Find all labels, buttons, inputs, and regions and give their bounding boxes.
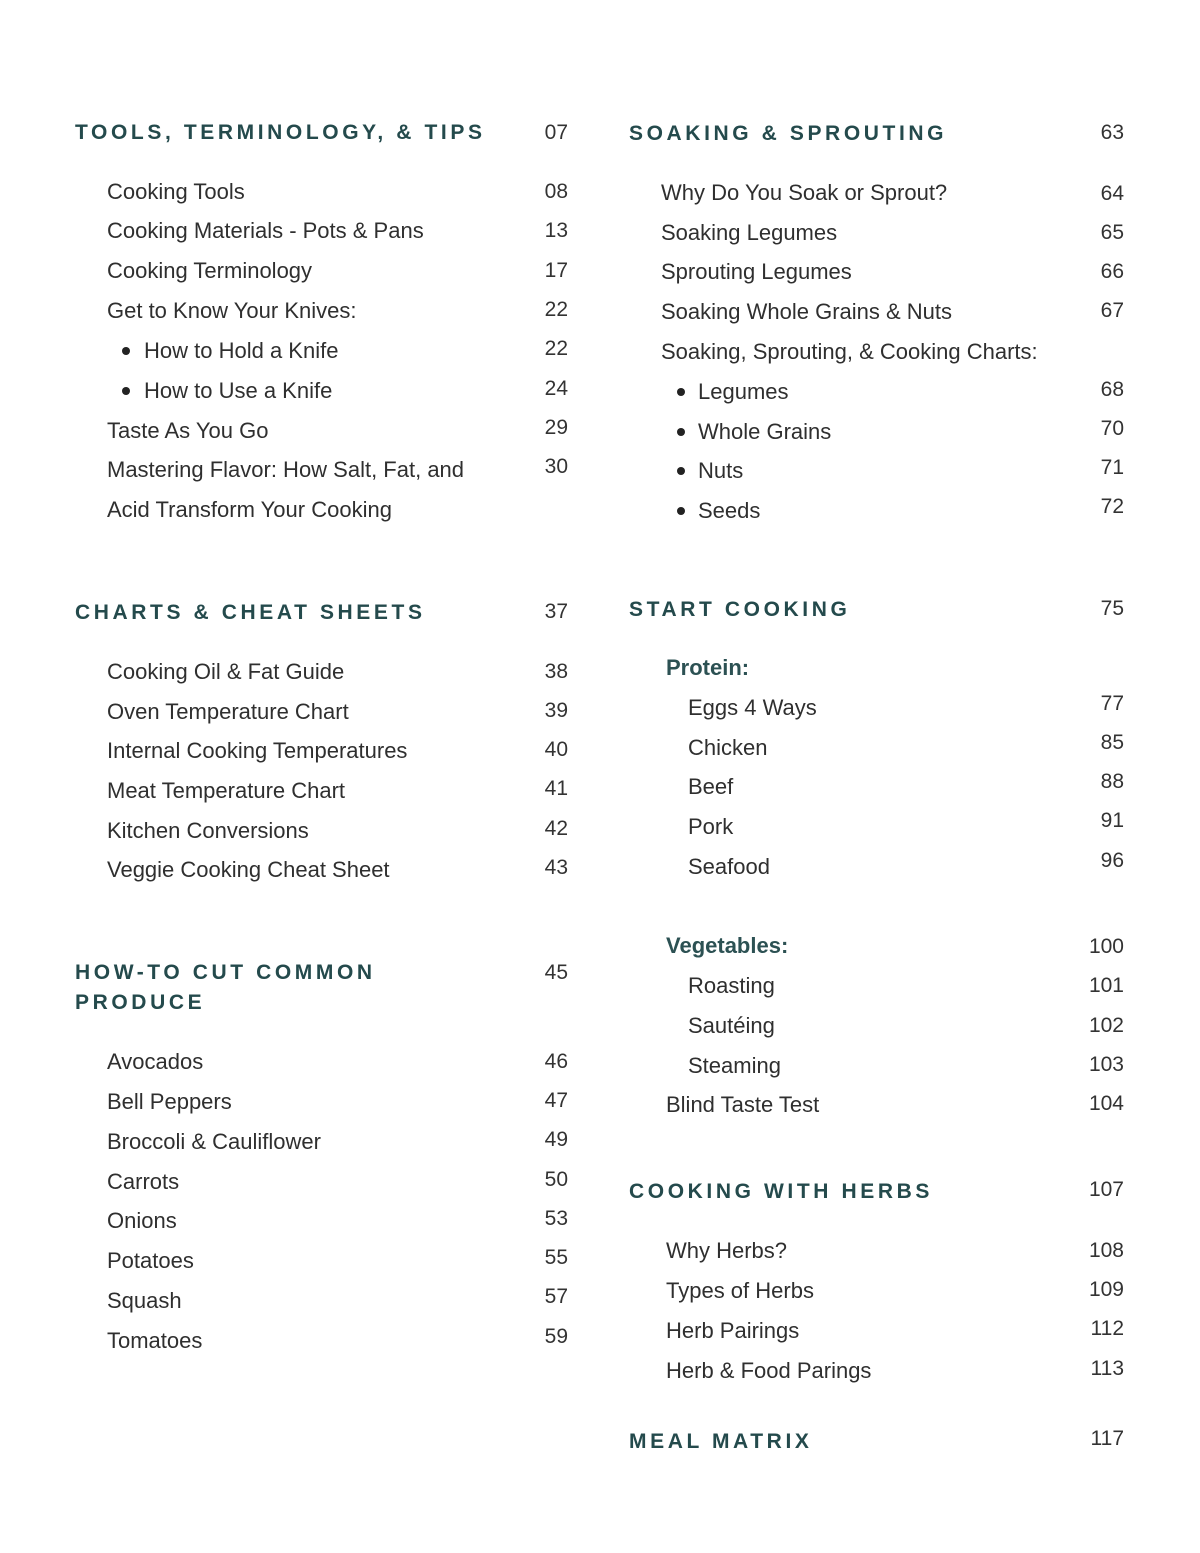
toc-page: 102	[1088, 1014, 1124, 1037]
toc-entry[interactable]: Cooking Materials - Pots & Pans	[107, 218, 424, 243]
toc-page: 113	[1090, 1357, 1124, 1380]
toc-page: 22	[544, 298, 568, 321]
toc-page: 103	[1088, 1053, 1124, 1076]
section-heading-tools[interactable]: TOOLS, TERMINOLOGY, & TIPS	[75, 121, 486, 144]
toc-entry[interactable]: Squash	[107, 1288, 182, 1313]
toc-entry[interactable]: Soaking Whole Grains & Nuts	[661, 299, 953, 324]
bullet-icon	[122, 387, 130, 395]
toc-entry[interactable]: Eggs 4 Ways	[688, 695, 817, 720]
toc-entry[interactable]: Steaming	[688, 1053, 781, 1078]
toc-entry[interactable]: Seeds	[698, 498, 761, 523]
toc-page: 66	[1100, 260, 1124, 283]
toc-page: 13	[544, 219, 568, 242]
bullet-icon	[677, 467, 685, 475]
toc-page: 112	[1090, 1317, 1124, 1340]
toc-entry[interactable]: Carrots	[107, 1169, 180, 1194]
toc-entry[interactable]: Sautéing	[688, 1013, 775, 1038]
bullet-icon	[677, 388, 685, 396]
toc-page: 40	[544, 738, 568, 761]
toc-page: 109	[1088, 1278, 1124, 1301]
section-heading-soaking[interactable]: SOAKING & SPROUTING	[629, 122, 948, 145]
toc-entry[interactable]: Cooking Terminology	[107, 258, 313, 283]
toc-entry-continued[interactable]: Acid Transform Your Cooking	[107, 497, 392, 522]
toc-page: 17	[544, 259, 568, 282]
toc-entry[interactable]: Mastering Flavor: How Salt, Fat, and	[107, 457, 465, 482]
toc-page: 88	[1100, 770, 1124, 793]
toc-page: 77	[1100, 692, 1124, 715]
toc-entry[interactable]: Herb & Food Parings	[666, 1358, 872, 1383]
toc-page: 71	[1100, 456, 1124, 479]
toc-page: 59	[544, 1325, 568, 1348]
bullet-icon	[122, 347, 130, 355]
toc-page: 72	[1100, 495, 1124, 518]
toc-page: 85	[1100, 731, 1124, 754]
toc-entry[interactable]: Avocados	[107, 1049, 204, 1074]
toc-page: 101	[1088, 974, 1124, 997]
subsection-label-protein: Protein:	[666, 655, 750, 680]
bullet-icon	[677, 428, 685, 436]
toc-entry[interactable]: How to Hold a Knife	[144, 338, 339, 363]
toc-page: 24	[544, 377, 568, 400]
section-heading-meal-matrix[interactable]: MEAL MATRIX	[629, 1430, 813, 1453]
toc-entry[interactable]: Cooking Tools	[107, 179, 245, 204]
toc-entry[interactable]: Internal Cooking Temperatures	[107, 738, 408, 763]
toc-entry[interactable]: Pork	[688, 814, 734, 839]
toc-page: 67	[1100, 299, 1124, 322]
toc-page: 100	[1088, 935, 1124, 958]
section-heading-charts[interactable]: CHARTS & CHEAT SHEETS	[75, 601, 426, 624]
toc-entry[interactable]: Oven Temperature Chart	[107, 699, 349, 724]
toc-page: 53	[544, 1207, 568, 1230]
toc-page: 22	[544, 337, 568, 360]
toc-entry[interactable]: Bell Peppers	[107, 1089, 232, 1114]
toc-entry[interactable]: Sprouting Legumes	[661, 259, 852, 284]
toc-page: 43	[544, 856, 568, 879]
toc-entry[interactable]: Kitchen Conversions	[107, 818, 309, 843]
toc-entry[interactable]: Herb Pairings	[666, 1318, 800, 1343]
section-page-start-cooking: 75	[1100, 597, 1124, 620]
toc-entry[interactable]: Roasting	[688, 973, 775, 998]
toc-entry[interactable]: Chicken	[688, 735, 768, 760]
toc-page: 49	[544, 1128, 568, 1151]
toc-entry[interactable]: Legumes	[698, 379, 789, 404]
toc-page: 108	[1088, 1239, 1124, 1262]
toc-entry[interactable]: Beef	[688, 774, 734, 799]
bullet-icon	[677, 507, 685, 515]
toc-page: 65	[1100, 221, 1124, 244]
toc-entry[interactable]: Meat Temperature Chart	[107, 778, 346, 803]
toc-entry[interactable]: Soaking Legumes	[661, 220, 838, 245]
toc-page: 08	[544, 180, 568, 203]
toc-page: 46	[544, 1050, 568, 1073]
section-heading-cut-produce-line2[interactable]: PRODUCE	[75, 991, 206, 1014]
toc-page: 39	[544, 699, 568, 722]
section-page-herbs: 107	[1088, 1178, 1124, 1201]
toc-entry[interactable]: Tomatoes	[107, 1328, 203, 1353]
toc-entry[interactable]: Seafood	[688, 854, 770, 879]
toc-page: 68	[1100, 378, 1124, 401]
toc-entry[interactable]: Broccoli & Cauliflower	[107, 1129, 321, 1154]
toc-page: 96	[1100, 849, 1124, 872]
toc-page: 38	[544, 660, 568, 683]
toc-entry[interactable]: Onions	[107, 1208, 177, 1233]
section-heading-herbs[interactable]: COOKING WITH HERBS	[629, 1180, 933, 1203]
section-page-cut-produce: 45	[544, 961, 568, 984]
toc-entry[interactable]: Whole Grains	[698, 419, 832, 444]
toc-entry[interactable]: Soaking, Sprouting, & Cooking Charts:	[661, 339, 1038, 364]
toc-page: 70	[1100, 417, 1124, 440]
toc-page: 29	[544, 416, 568, 439]
toc-page: 104	[1088, 1092, 1124, 1115]
toc-entry[interactable]: Why Herbs?	[666, 1238, 788, 1263]
toc-entry[interactable]: Cooking Oil & Fat Guide	[107, 659, 345, 684]
toc-entry[interactable]: How to Use a Knife	[144, 378, 333, 403]
toc-page: 64	[1100, 182, 1124, 205]
toc-page: 55	[544, 1246, 568, 1269]
toc-entry[interactable]: Potatoes	[107, 1248, 194, 1273]
toc-entry[interactable]: Veggie Cooking Cheat Sheet	[107, 857, 390, 882]
toc-entry[interactable]: Types of Herbs	[666, 1278, 814, 1303]
toc-page: 42	[544, 817, 568, 840]
toc-page: 41	[544, 777, 568, 800]
section-heading-start-cooking[interactable]: START COOKING	[629, 598, 851, 621]
toc-entry[interactable]: Blind Taste Test	[666, 1092, 820, 1117]
toc-entry[interactable]: Nuts	[698, 458, 744, 483]
section-page-soaking: 63	[1100, 121, 1124, 144]
toc-page: 57	[544, 1285, 568, 1308]
section-page-tools: 07	[544, 121, 568, 144]
toc-page: 50	[544, 1168, 568, 1191]
section-heading-cut-produce[interactable]: HOW-TO CUT COMMON	[75, 961, 376, 984]
toc-page: 30	[544, 455, 568, 478]
section-page-charts: 37	[544, 600, 568, 623]
toc-entry[interactable]: Taste As You Go	[107, 418, 269, 443]
toc-page: 91	[1100, 809, 1124, 832]
toc-page: 47	[544, 1089, 568, 1112]
toc-entry[interactable]: Get to Know Your Knives:	[107, 298, 357, 323]
subsection-label-vegetables: Vegetables:	[666, 933, 789, 958]
section-page-meal-matrix: 117	[1090, 1427, 1124, 1450]
toc-entry[interactable]: Why Do You Soak or Sprout?	[661, 180, 948, 205]
